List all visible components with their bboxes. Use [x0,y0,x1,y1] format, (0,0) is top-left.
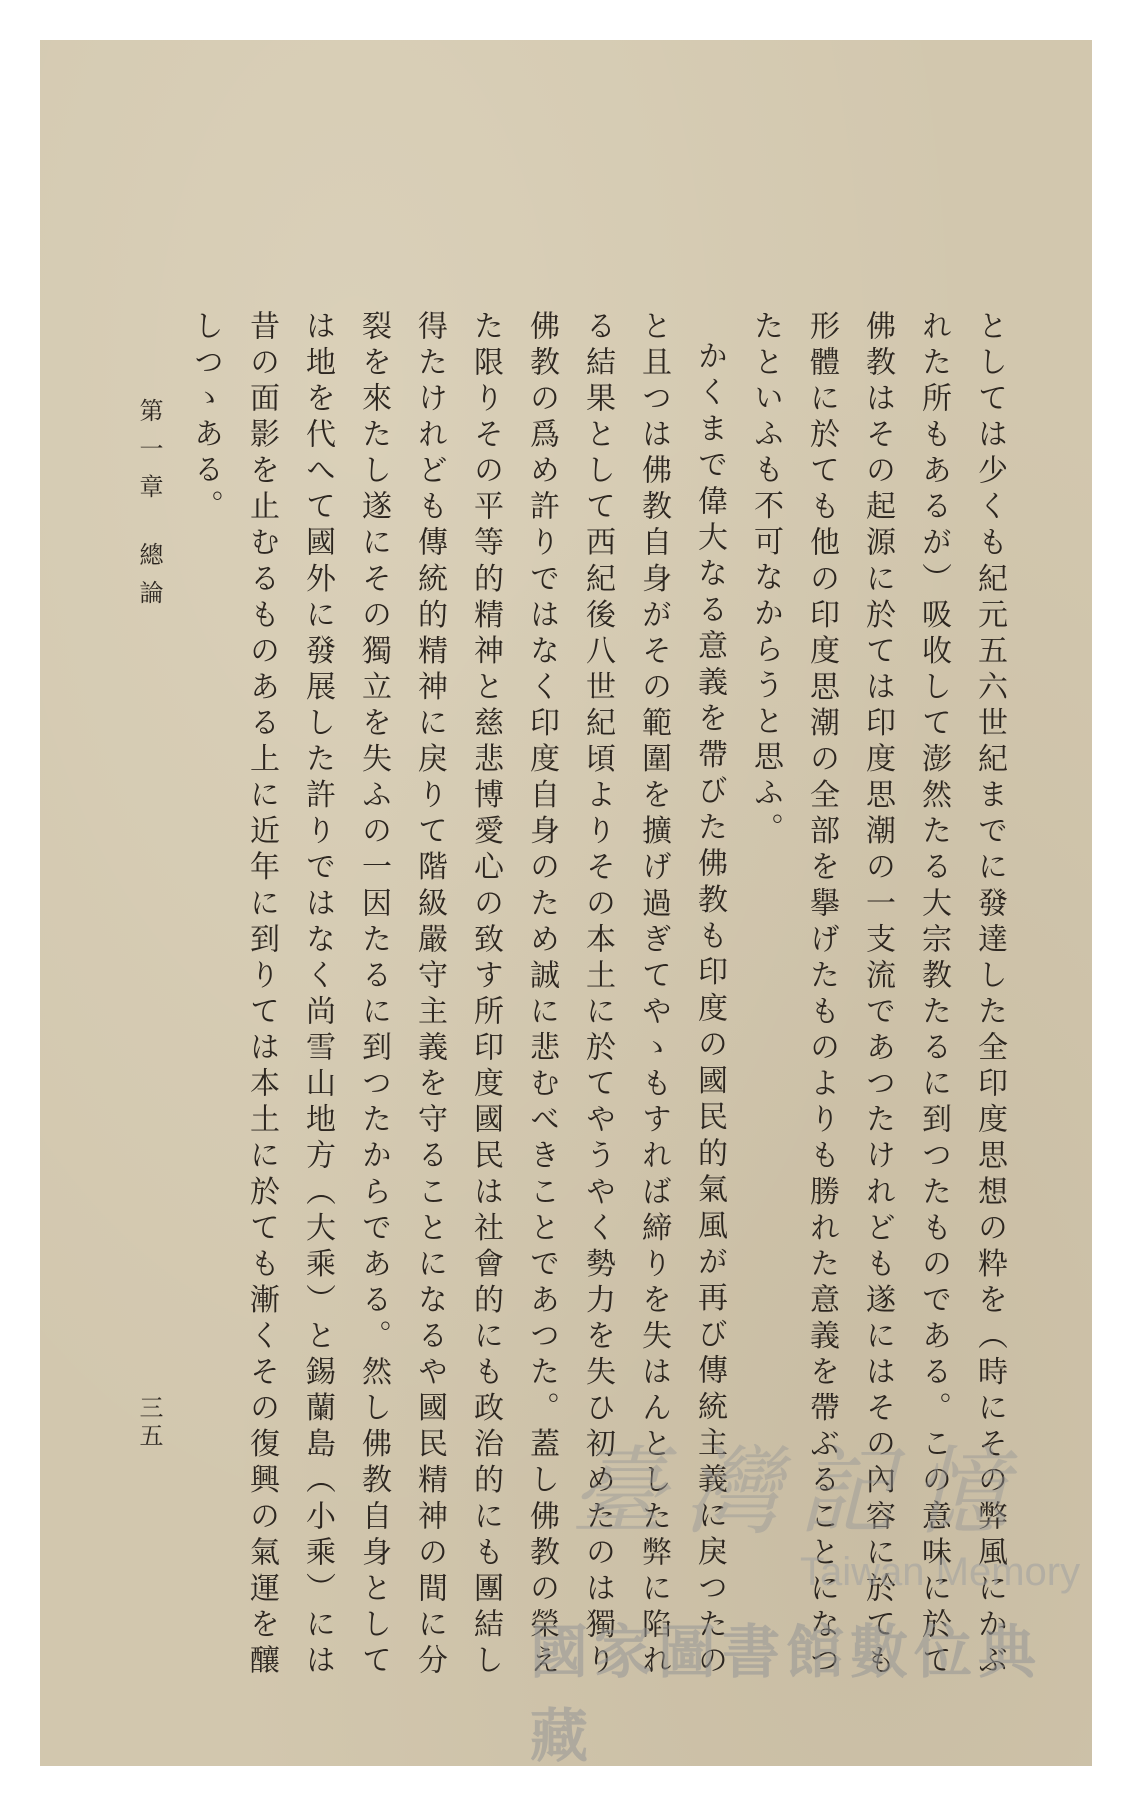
watermark-english: Taiwan Memory [800,1550,1081,1594]
watermark-logo [560,1430,1092,1550]
chapter-title: 總論 [135,542,163,618]
paragraph-1: としては少くも紀元五六世紀までに發達した全印度思想の粋を（時にその弊風にかぶれた所もあるが）吸收して澎然たる大宗教たるに到つたものである。この意味に於て佛教はその起源に於ては印度思潮の一支流であつたけれども遂にはその內容に於ても形體に於ても他の印度思潮の全部を擧げたものよりも勝れた意義を帶ぶることになつたといふも不可なからうと思ふ。 [748,310,1007,1680]
page-number: 三五 [135,1395,163,1451]
paragraph-2: かくまで偉大なる意義を帶びた佛教も印度の國民的氣風が再び傳統主義に戾つたのと且つは佛教自身がその範圍を擴げ過ぎてやゝもすれば締りを失はんとした弊に陷れる結果として西紀後八世紀頃よりその本土に於てやうやく勢力を失ひ初めたのは獨り佛教の爲め許りではなく印度自身のため誠に悲むべきことであつた。蓋し佛教の榮えた限りその平等的精神と慈悲博愛心の致す所印度國民は社會的にも政治的にも團結し得たけれども傳統的精神に戾りて階級嚴守主義を守ることになるや國民精神の間に分裂を來たし遂にその獨立を失ふの一因たるに到つたからである。然し佛教自身としては地を代へて國外に發展した許りではなく尚雪山地方（大乘）と錫蘭島（小乘）には昔の面影を止むるものある上に近年に到りては本土に於ても漸くその復興の氣運を釀しつゝある。 [188,310,727,1680]
watermark-logo-text: 臺灣記憶 [570,1436,1026,1548]
chapter-label: 第一章 [135,398,163,512]
watermark-chinese: 國家圖書館數位典藏 [530,1618,1043,1766]
running-head [132,398,167,618]
scanned-page [40,40,1092,1766]
